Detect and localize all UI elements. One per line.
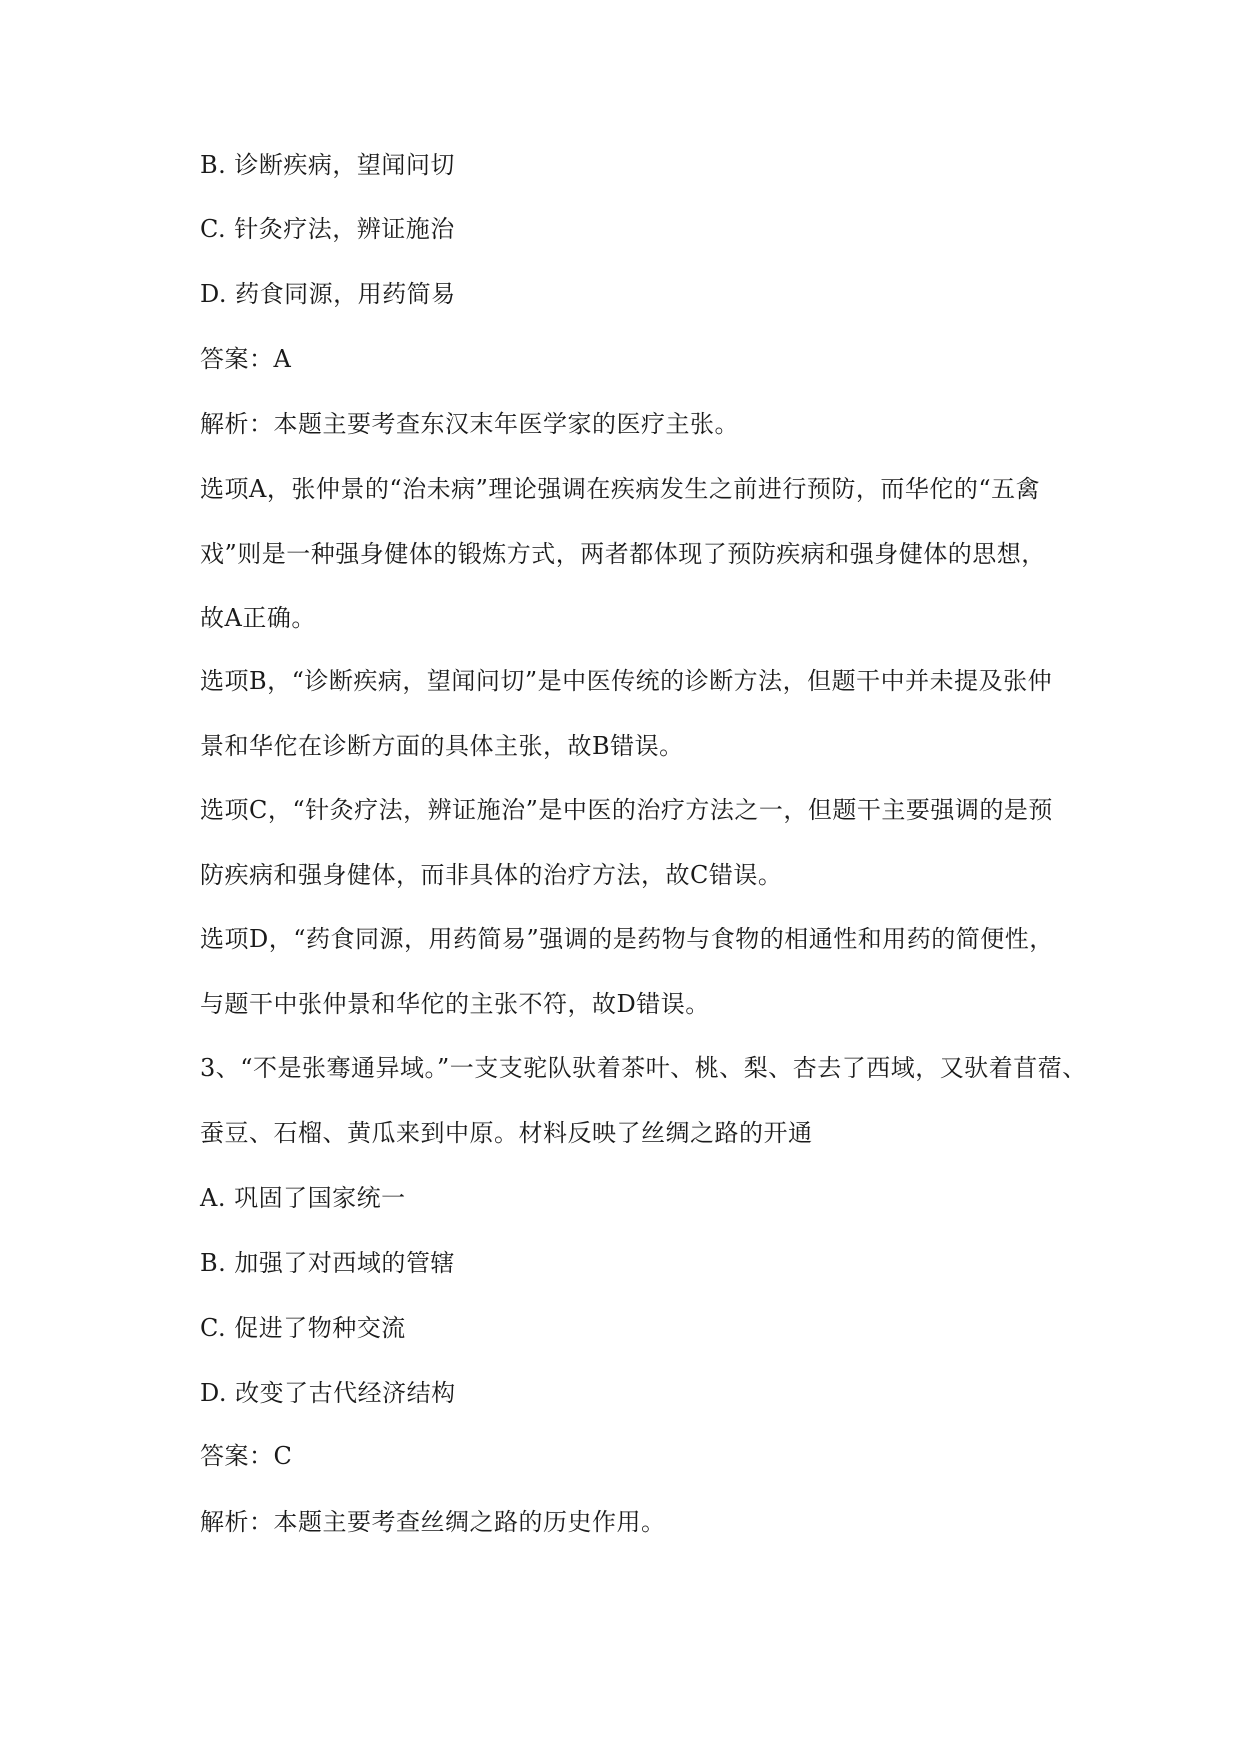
q2-explain-a-line-2: 戏”则是一种强身健体的锻炼方式，两者都体现了预防疾病和强身健体的思想， bbox=[200, 540, 1046, 568]
q2-option-d: D. 药食同源，用药简易 bbox=[200, 280, 456, 308]
q2-explain-d-line-1: 选项D，“药食同源，用药简易”强调的是药物与食物的相通性和用药的简便性， bbox=[200, 925, 1054, 953]
q3-analysis: 解析：本题主要考查丝绸之路的历史作用。 bbox=[200, 1508, 666, 1536]
q2-explain-d-line-2: 与题干中张仲景和华佗的主张不符，故D错误。 bbox=[200, 990, 710, 1018]
q3-option-a: A. 巩固了国家统一 bbox=[200, 1184, 406, 1212]
q2-option-c: C. 针灸疗法，辨证施治 bbox=[200, 215, 455, 243]
q2-explain-a-line-3: 故A正确。 bbox=[200, 604, 316, 632]
q2-explain-b-line-2: 景和华佗在诊断方面的具体主张，故B错误。 bbox=[200, 732, 684, 760]
q3-answer: 答案：C bbox=[200, 1442, 293, 1470]
q3-stem-line-1: 3、“不是张骞通异域。”一支支驼队驮着茶叶、桃、梨、杏去了西域，又驮着苜蓿、 bbox=[200, 1054, 1087, 1082]
q2-explain-b-line-1: 选项B，“诊断疾病，望闻问切”是中医传统的诊断方法，但题干中并未提及张仲 bbox=[200, 667, 1053, 695]
q2-answer: 答案：A bbox=[200, 345, 292, 373]
q3-option-d: D. 改变了古代经济结构 bbox=[200, 1379, 456, 1407]
q3-option-c: C. 促进了物种交流 bbox=[200, 1314, 406, 1342]
q2-option-b: B. 诊断疾病，望闻问切 bbox=[200, 151, 455, 179]
q2-explain-c-line-2: 防疾病和强身健体，而非具体的治疗方法，故C错误。 bbox=[200, 861, 783, 889]
q2-explain-c-line-1: 选项C，“针灸疗法，辨证施治”是中医的治疗方法之一，但题干主要强调的是预 bbox=[200, 796, 1053, 824]
q2-analysis: 解析：本题主要考查东汉末年医学家的医疗主张。 bbox=[200, 410, 739, 438]
q3-option-b: B. 加强了对西域的管辖 bbox=[200, 1249, 455, 1277]
q2-explain-a-line-1: 选项A，张仲景的“治未病”理论强调在疾病发生之前进行预防，而华佗的“五禽 bbox=[200, 475, 1041, 503]
q3-stem-line-2: 蚕豆、石榴、黄瓜来到中原。材料反映了丝绸之路的开通 bbox=[200, 1119, 813, 1147]
